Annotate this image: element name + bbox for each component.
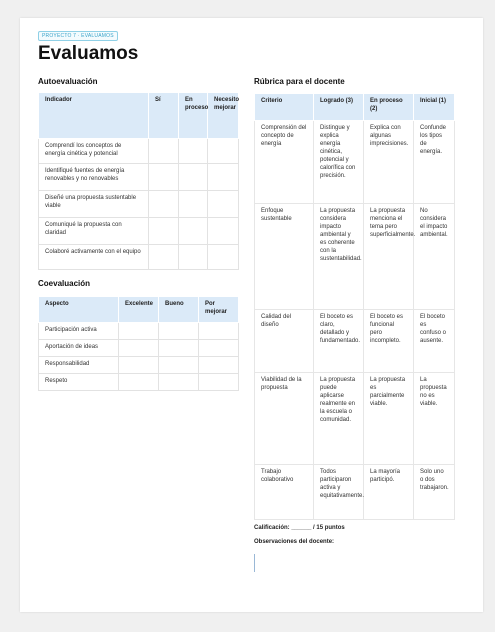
document-page xyxy=(20,18,483,612)
observaciones-label: Observaciones del docente: xyxy=(254,539,335,545)
check-cell[interactable] xyxy=(149,191,179,218)
aspect-cell: Aportación de ideas xyxy=(39,340,119,357)
check-cell[interactable] xyxy=(159,357,199,374)
col-aspecto: Aspecto xyxy=(39,297,119,323)
inicial-cell: No considera el impacto ambiental. xyxy=(414,204,455,310)
col-si: Sí xyxy=(149,93,179,139)
indicator-cell: Comprendí los conceptos de energía cinética y potencial xyxy=(39,139,149,164)
check-cell[interactable] xyxy=(179,245,208,270)
aspect-cell: Participación activa xyxy=(39,323,119,340)
logrado-cell: El boceto es claro, detallado y fundamentado. xyxy=(314,310,364,373)
logrado-cell: La propuesta puede aplicarse realmente en la escuela o comunidad. xyxy=(314,373,364,465)
rubrica-table xyxy=(254,93,455,520)
col-bueno: Bueno xyxy=(159,297,199,323)
check-cell[interactable] xyxy=(208,139,239,164)
logrado-cell: Todos participaron activa y equitativamente. xyxy=(314,465,364,520)
autoevaluacion-heading: Autoevaluación xyxy=(38,77,98,86)
indicator-cell: Identifiqué fuentes de energía renovables y no renovables xyxy=(39,164,149,191)
criterio-cell: Calidad del diseño xyxy=(255,310,314,373)
check-cell[interactable] xyxy=(179,139,208,164)
check-cell[interactable] xyxy=(119,323,159,340)
check-cell[interactable] xyxy=(179,191,208,218)
en-proceso-cell: La propuesta es parcialmente viable. xyxy=(364,373,414,465)
autoevaluacion-table xyxy=(38,92,239,270)
check-cell[interactable] xyxy=(208,164,239,191)
check-cell[interactable] xyxy=(199,340,239,357)
col-necesito-mejorar: Necesito mejorar xyxy=(208,93,239,139)
check-cell[interactable] xyxy=(159,340,199,357)
col-en-proceso: En proceso (2) xyxy=(364,94,414,121)
logrado-cell: Distingue y explica energía cinética, potencial y calorífica con precisión. xyxy=(314,121,364,204)
criterio-cell: Comprensión del concepto de energía xyxy=(255,121,314,204)
inicial-cell: Solo uno o dos trabajaron. xyxy=(414,465,455,520)
page-title: Evaluamos xyxy=(38,43,139,64)
check-cell[interactable] xyxy=(199,357,239,374)
col-por-mejorar: Por mejorar xyxy=(199,297,239,323)
inicial-cell: Confunde los tipos de energía. xyxy=(414,121,455,204)
rubrica-heading: Rúbrica para el docente xyxy=(254,77,345,86)
en-proceso-cell: La mayoría participó. xyxy=(364,465,414,520)
aspect-cell: Respeto xyxy=(39,374,119,391)
col-en-proceso: En proceso xyxy=(179,93,208,139)
indicator-cell: Diseñé una propuesta sustentable viable xyxy=(39,191,149,218)
check-cell[interactable] xyxy=(208,191,239,218)
inicial-cell: La propuesta no es viable. xyxy=(414,373,455,465)
check-cell[interactable] xyxy=(149,245,179,270)
en-proceso-cell: Explica con algunas imprecisiones. xyxy=(364,121,414,204)
en-proceso-cell: La propuesta menciona el tema pero superficialmente. xyxy=(364,204,414,310)
check-cell[interactable] xyxy=(149,164,179,191)
col-logrado: Logrado (3) xyxy=(314,94,364,121)
coevaluacion-table xyxy=(38,296,239,391)
check-cell[interactable] xyxy=(159,323,199,340)
en-proceso-cell: El boceto es funcional pero incompleto. xyxy=(364,310,414,373)
text-cursor[interactable] xyxy=(254,554,255,572)
col-excelente: Excelente xyxy=(119,297,159,323)
project-tag: PROYECTO 7 · EVALUAMOS xyxy=(38,31,118,41)
check-cell[interactable] xyxy=(159,374,199,391)
check-cell[interactable] xyxy=(149,218,179,245)
col-criterio: Criterio xyxy=(255,94,314,121)
check-cell[interactable] xyxy=(149,139,179,164)
logrado-cell: La propuesta considera impacto ambiental y es coherente con la sustentabilidad. xyxy=(314,204,364,310)
check-cell[interactable] xyxy=(179,164,208,191)
check-cell[interactable] xyxy=(199,374,239,391)
check-cell[interactable] xyxy=(199,323,239,340)
check-cell[interactable] xyxy=(119,340,159,357)
criterio-cell: Enfoque sustentable xyxy=(255,204,314,310)
criterio-cell: Trabajo colaborativo xyxy=(255,465,314,520)
check-cell[interactable] xyxy=(208,218,239,245)
coevaluacion-heading: Coevaluación xyxy=(38,279,91,288)
col-indicador: Indicador xyxy=(39,93,149,139)
inicial-cell: El boceto es confuso o ausente. xyxy=(414,310,455,373)
indicator-cell: Colaboré activamente con el equipo xyxy=(39,245,149,270)
calificacion-line: Calificación: ______ / 15 puntos xyxy=(254,525,345,531)
indicator-cell: Comuniqué la propuesta con claridad xyxy=(39,218,149,245)
check-cell[interactable] xyxy=(119,357,159,374)
criterio-cell: Viabilidad de la propuesta xyxy=(255,373,314,465)
check-cell[interactable] xyxy=(179,218,208,245)
check-cell[interactable] xyxy=(119,374,159,391)
col-inicial: Inicial (1) xyxy=(414,94,455,121)
check-cell[interactable] xyxy=(208,245,239,270)
aspect-cell: Responsabilidad xyxy=(39,357,119,374)
